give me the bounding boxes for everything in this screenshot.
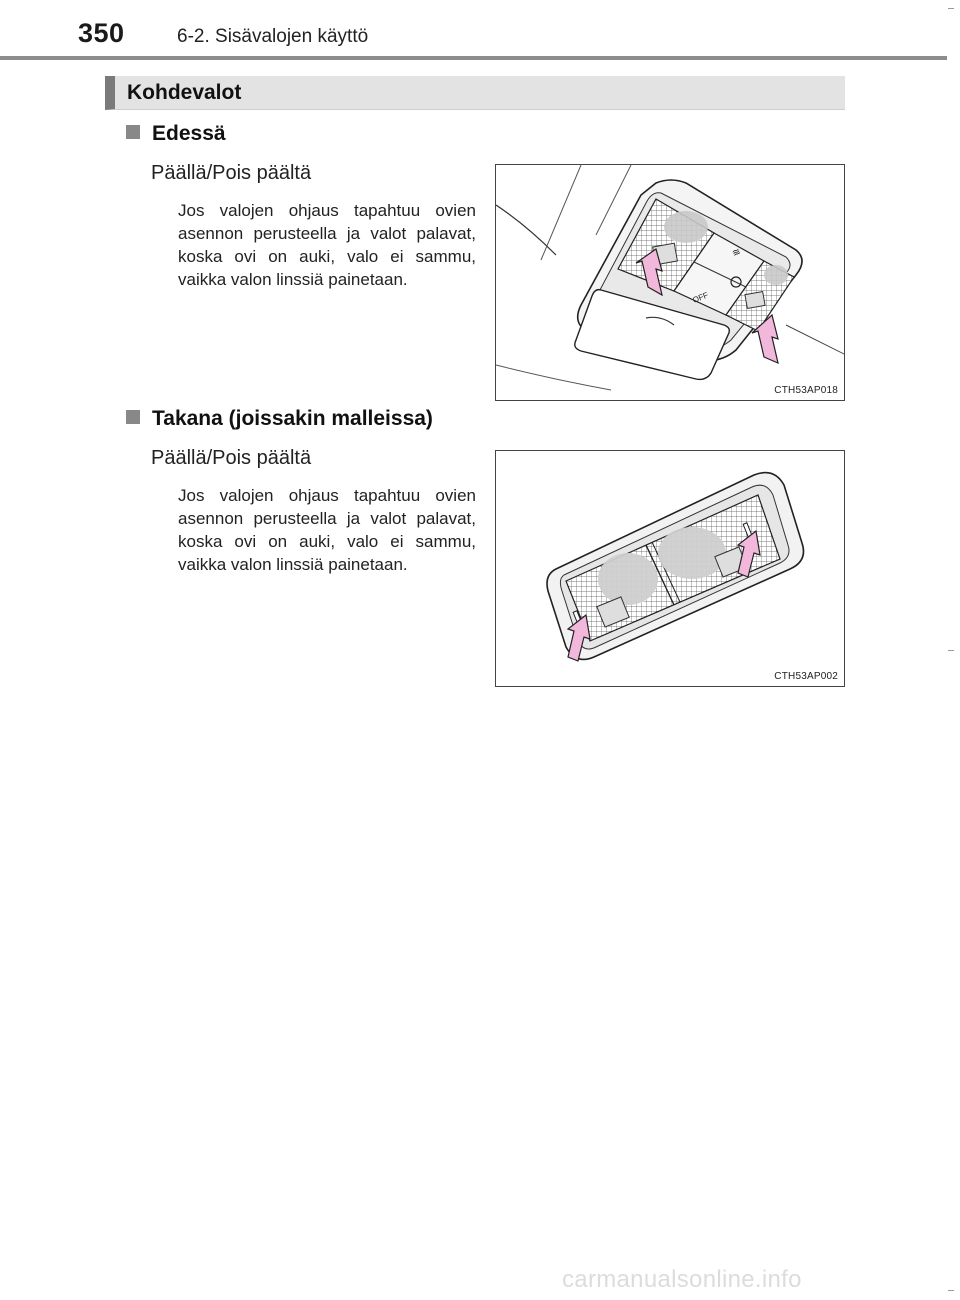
crop-mark: [948, 650, 954, 651]
front-heading: [126, 122, 226, 146]
front-overhead-console-illustration: [496, 165, 845, 401]
figure-code: CTH53AP002: [774, 671, 838, 682]
watermark: carmanualsonline.info: [562, 1266, 802, 1293]
square-bullet-icon: [126, 410, 140, 424]
section-title: Kohdevalot: [127, 81, 242, 104]
rear-heading-text: Takana (joissakin malleissa): [152, 407, 433, 430]
rear-heading: [126, 407, 433, 431]
page-number: 350: [78, 18, 125, 48]
front-item-title: Päällä/Pois päältä: [151, 162, 312, 184]
figure-code: CTH53AP018: [774, 385, 838, 396]
rear-overhead-light-illustration: [496, 451, 845, 687]
section-header: [105, 76, 845, 110]
rear-item-title: Päällä/Pois päältä: [151, 447, 312, 469]
front-lights-figure: [495, 164, 845, 401]
svg-text:≋: ≋: [730, 246, 743, 260]
crop-mark: [948, 8, 954, 9]
rear-lights-figure: [495, 450, 845, 687]
header-rule: [0, 56, 947, 60]
off-label: OFF: [691, 290, 710, 305]
chapter-title: 6-2. Sisävalojen käyttö: [177, 26, 369, 47]
crop-mark: [948, 1290, 954, 1291]
front-description: Jos valojen ohjaus tapahtuu ovien asennon perusteella ja valot palavat, koska ovi on auki, valo ei sammu, vaikka valon linssiä painetaan.: [178, 201, 476, 289]
rear-description: Jos valojen ohjaus tapahtuu ovien asennon perusteella ja valot palavat, koska ovi on auki, valo ei sammu, vaikka valon linssiä painetaan.: [178, 486, 476, 574]
front-heading-text: Edessä: [152, 122, 226, 145]
square-bullet-icon: [126, 125, 140, 139]
